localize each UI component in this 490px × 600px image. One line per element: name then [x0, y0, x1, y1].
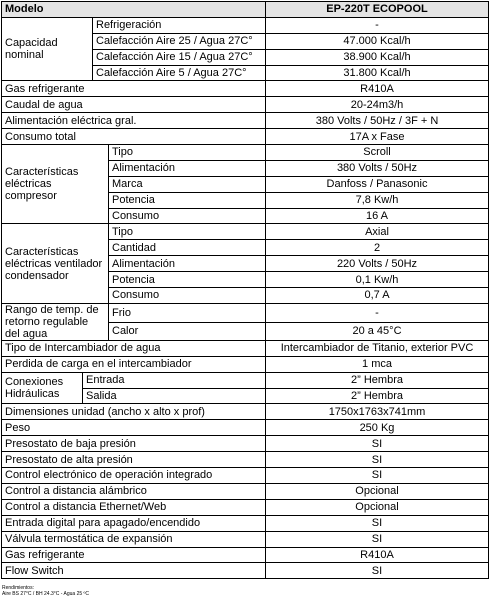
compresor-item-value: 7,8 Kw/h — [266, 192, 489, 208]
gas-refrigerante-value: R410A — [266, 81, 489, 97]
compresor-item-value: Scroll — [266, 145, 489, 161]
conexiones-item-value: 2” Hembra — [266, 388, 489, 404]
ventilador-row-tipo — [2, 224, 489, 240]
capacidad-item-label: Calefacción Aire 15 / Agua 27C° — [93, 49, 266, 65]
dimensiones-label: Dimensiones unidad (ancho x alto x prof) — [2, 404, 266, 420]
compresor-item-label: Alimentación — [109, 160, 266, 176]
ventilador-item-value: 220 Volts / 50Hz — [266, 256, 489, 272]
flow-switch-label: Flow Switch — [2, 563, 266, 579]
control-electronico-value: SI — [266, 468, 489, 484]
tipo-intercambiador-value: Intercambiador de Titanio, exterior PVC — [266, 340, 489, 356]
flow-switch-value: SI — [266, 563, 489, 579]
compresor-item-value: 16 A — [266, 208, 489, 224]
row-presostato-alta — [2, 452, 489, 468]
caudal-agua-label: Caudal de agua — [2, 97, 266, 113]
row-alimentacion-electrica — [2, 113, 489, 129]
alimentacion-electrica-label: Alimentación eléctrica gral. — [2, 113, 266, 129]
control-ethernet-value: Opcional — [266, 499, 489, 515]
rango-item-value: 20 a 45°C — [266, 322, 489, 340]
perdida-carga-value: 1 mca — [266, 356, 489, 372]
capacidad-item-label: Calefacción Aire 5 / Agua 27C° — [93, 65, 266, 81]
presostato-baja-value: SI — [266, 436, 489, 452]
compresor-item-value: 380 Volts / 50Hz — [266, 160, 489, 176]
valvula-termostatica-label: Válvula termostática de expansión — [2, 531, 266, 547]
capacidad-item-label: Refrigeración — [93, 17, 266, 33]
gas-refrigerante-label: Gas refrigerante — [2, 547, 266, 563]
capacidad-item-value: 38.900 Kcal/h — [266, 49, 489, 65]
control-alambrico-label: Control a distancia alámbrico — [2, 483, 266, 499]
row-perdida-carga — [2, 356, 489, 372]
consumo-total-value: 17A x Fase — [266, 129, 489, 145]
control-ethernet-label: Control a distancia Ethernet/Web — [2, 499, 266, 515]
rango-temp-label: Rango de temp. de retorno regulable del agua — [2, 303, 109, 340]
compresor-item-value: Danfoss / Panasonic — [266, 176, 489, 192]
spec-table — [1, 1, 489, 579]
conexiones-item-label: Salida — [83, 388, 266, 404]
ventilador-item-value: 0,7 A — [266, 288, 489, 304]
model-row — [2, 2, 489, 18]
ventilador-item-value: 2 — [266, 240, 489, 256]
rango-row-frio — [2, 303, 489, 322]
row-dimensiones — [2, 404, 489, 420]
row-gas-refrigerante-2 — [2, 547, 489, 563]
row-tipo-intercambiador — [2, 340, 489, 356]
capacidad-row-refrigeracion — [2, 17, 489, 33]
presostato-alta-label: Presostato de alta presión — [2, 452, 266, 468]
gas-refrigerante-value: R410A — [266, 547, 489, 563]
ventilador-item-label: Alimentación — [109, 256, 266, 272]
peso-value: 250 Kg — [266, 420, 489, 436]
rango-item-label: Calor — [109, 322, 266, 340]
conexiones-item-label: Entrada — [83, 372, 266, 388]
dimensiones-value: 1750x1763x741mm — [266, 404, 489, 420]
row-flow-switch — [2, 563, 489, 579]
rango-item-value: - — [266, 303, 489, 322]
perdida-carga-label: Perdida de carga en el intercambiador — [2, 356, 266, 372]
conexiones-label: Conexiones Hidráulicas — [2, 372, 83, 404]
capacidad-nominal-label: Capacidad nominal — [2, 17, 93, 81]
compresor-row-tipo — [2, 145, 489, 161]
valvula-termostatica-value: SI — [266, 531, 489, 547]
gas-refrigerante-label: Gas refrigerante — [2, 81, 266, 97]
consumo-total-label: Consumo total — [2, 129, 266, 145]
ventilador-item-value: Axial — [266, 224, 489, 240]
conexiones-item-value: 2” Hembra — [266, 372, 489, 388]
ventilador-group-label: Características eléctricas ventilador condensador — [2, 224, 109, 303]
ventilador-item-label: Potencia — [109, 272, 266, 288]
control-electronico-label: Control electrónico de operación integrado — [2, 468, 266, 484]
row-presostato-baja — [2, 436, 489, 452]
footnote — [2, 585, 89, 597]
rango-item-label: Frio — [109, 303, 266, 322]
row-control-electronico — [2, 468, 489, 484]
ventilador-item-value: 0,1 Kw/h — [266, 272, 489, 288]
alimentacion-electrica-value: 380 Volts / 50Hz / 3F + N — [266, 113, 489, 129]
row-caudal-agua — [2, 97, 489, 113]
presostato-baja-label: Presostato de baja presión — [2, 436, 266, 452]
footnote-title: Rendimientos: — [2, 585, 34, 591]
compresor-item-label: Consumo — [109, 208, 266, 224]
row-valvula-termostatica — [2, 531, 489, 547]
compresor-item-label: Marca — [109, 176, 266, 192]
capacidad-item-value: - — [266, 17, 489, 33]
entrada-digital-label: Entrada digital para apagado/encendido — [2, 515, 266, 531]
compresor-item-label: Potencia — [109, 192, 266, 208]
row-consumo-total — [2, 129, 489, 145]
peso-label: Peso — [2, 420, 266, 436]
model-label: Modelo — [2, 2, 266, 18]
entrada-digital-value: SI — [266, 515, 489, 531]
capacidad-item-value: 47.000 Kcal/h — [266, 33, 489, 49]
caudal-agua-value: 20-24m3/h — [266, 97, 489, 113]
conexiones-row-entrada — [2, 372, 489, 388]
presostato-alta-value: SI — [266, 452, 489, 468]
compresor-item-label: Tipo — [109, 145, 266, 161]
row-gas-refrigerante — [2, 81, 489, 97]
row-peso — [2, 420, 489, 436]
row-entrada-digital — [2, 515, 489, 531]
footnote-text: Aire BS 27°C / BH 24.3°C - Agua 25 ºC — [2, 591, 89, 597]
ventilador-item-label: Tipo — [109, 224, 266, 240]
row-control-alambrico — [2, 483, 489, 499]
ventilador-item-label: Consumo — [109, 288, 266, 304]
capacidad-item-value: 31.800 Kcal/h — [266, 65, 489, 81]
tipo-intercambiador-label: Tipo de Intercambiador de agua — [2, 340, 266, 356]
row-control-ethernet — [2, 499, 489, 515]
compresor-group-label: Características eléctricas compresor — [2, 145, 109, 224]
ventilador-item-label: Cantidad — [109, 240, 266, 256]
capacidad-item-label: Calefacción Aire 25 / Agua 27C° — [93, 33, 266, 49]
model-value: EP-220T ECOPOOL — [266, 2, 489, 18]
control-alambrico-value: Opcional — [266, 483, 489, 499]
